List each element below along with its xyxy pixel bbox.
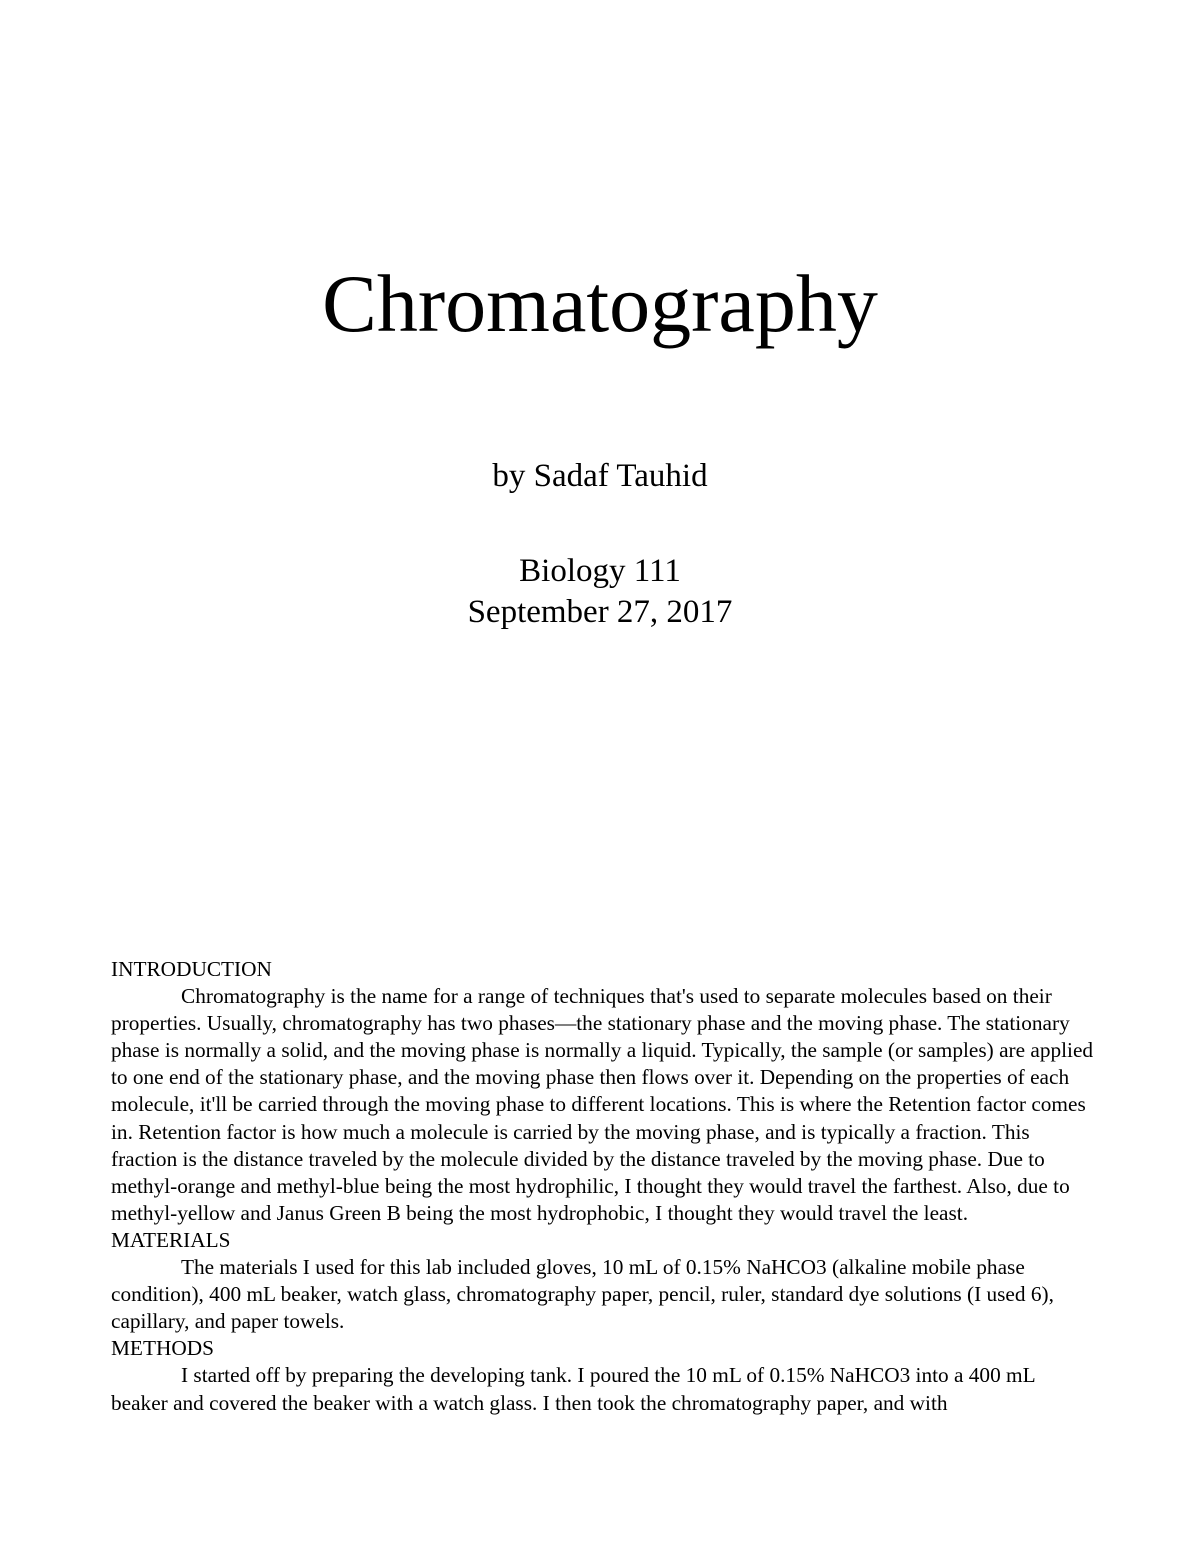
section-heading: METHODS: [111, 1336, 214, 1361]
section-heading: INTRODUCTION: [111, 957, 272, 981]
report-body: [111, 956, 1096, 1417]
section-methods: [111, 1335, 1096, 1416]
section-paragraph: The materials I used for this lab included gloves, 10 mL of 0.15% NaHCO3 (alkaline mobile phase condition), 400 mL beaker, watch glass, chromatography paper, pencil, ruler, standard dye solutions (I used 6), capillary, and paper towels.: [111, 1255, 1054, 1334]
date-line: September 27, 2017: [467, 594, 733, 630]
section-paragraph: I started off by preparing the developing tank. I poured the 10 mL of 0.15% NaHCO3 into a 400 mL beaker and covered the beaker with a watch glass. I then took the chromatography paper, and with: [111, 1363, 1035, 1415]
author-line: by Sadaf Tauhid: [492, 458, 708, 494]
section-heading: MATERIALS: [111, 1227, 231, 1252]
section-introduction: [111, 956, 1096, 1227]
page-title: Chromatography: [322, 258, 878, 349]
course-line: Biology 111: [519, 553, 681, 589]
section-paragraph: Chromatography is the name for a range of techniques that's used to separate molecules based on their properties. Usually, chromatography has two phases—the stationary phase and the moving phase. The stationary phase is normally a solid, and the moving phase is normally a liquid. Typically, the sample (or samples) are applied to one end of the stationary phase, and the moving phase then flows over it. Depending on the properties of each molecule, it'll be carried through the moving phase to different locations. This is where the Retention factor comes in. Retention factor is how much a molecule is carried by the moving phase, and is typically a fraction. This fraction is the distance traveled by the molecule divided by the distance traveled by the moving phase. Due to methyl-orange and methyl-blue being the most hydrophilic, I thought they would travel the farthest. Also, due to methyl-yellow and Janus Green B being the most hydrophobic, I thought they would travel the least.: [111, 984, 1094, 1225]
section-materials: [111, 1227, 1096, 1335]
